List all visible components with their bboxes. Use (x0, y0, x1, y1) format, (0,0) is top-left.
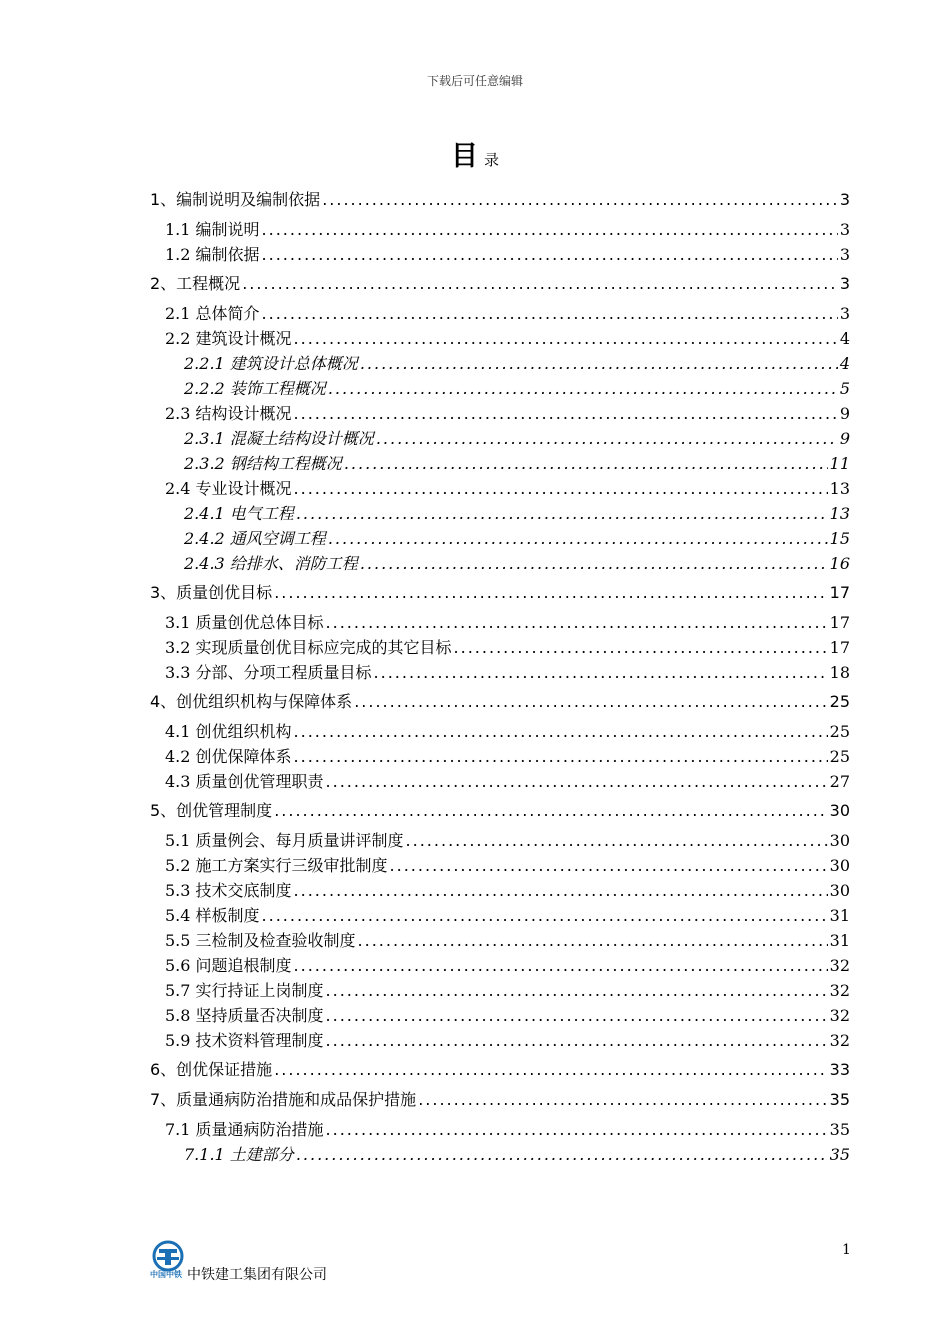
toc-entry-label: 4.3 质量创优管理职责 (165, 772, 324, 791)
toc-entry-label: 5.5 三检制及检查验收制度 (165, 931, 356, 950)
toc-title-main: 目 (450, 141, 478, 172)
toc-entry[interactable] (150, 426, 850, 451)
toc-entry-label: 5.3 技术交底制度 (165, 881, 292, 900)
toc-dot-leader (358, 928, 828, 953)
toc-entry-label: 2.4.2 通风空调工程 (184, 529, 326, 548)
company-name: 中铁建工集团有限公司 (187, 1267, 327, 1283)
toc-entry-label: 7、质量通病防治措施和成品保护措施 (150, 1090, 417, 1109)
toc-entry[interactable] (150, 878, 850, 903)
toc-entry-label: 2.2.2 装饰工程概况 (184, 379, 326, 398)
toc-entry-label: 4.1 创优组织机构 (165, 722, 292, 741)
toc-entry-page: 31 (829, 931, 850, 950)
toc-entry[interactable] (150, 853, 850, 878)
toc-dot-leader (406, 828, 828, 853)
toc-entry-label: 1、编制说明及编制依据 (150, 190, 321, 209)
toc-entry[interactable] (150, 187, 850, 213)
toc-dot-leader (418, 1087, 827, 1112)
toc-entry[interactable] (150, 326, 850, 351)
toc-dot-leader (294, 953, 828, 978)
toc-entry-label: 2、工程概况 (150, 274, 241, 293)
toc-dot-leader (326, 1117, 828, 1142)
toc-dot-leader (326, 1003, 828, 1028)
toc-dot-leader (262, 242, 838, 267)
toc-entry-page: 30 (829, 831, 850, 850)
toc-entry-label: 1.1 编制说明 (165, 220, 260, 239)
toc-dot-leader (454, 635, 828, 660)
toc-entry-page: 3 (839, 190, 850, 209)
toc-entry-page: 31 (829, 906, 850, 925)
toc-entry[interactable] (150, 376, 850, 401)
toc-entry-page: 4 (839, 354, 850, 373)
footer (150, 1240, 410, 1282)
toc-entry-label: 5.2 施工方案实行三级审批制度 (165, 856, 388, 875)
toc-dot-leader (296, 1142, 828, 1167)
toc-entry-page: 32 (829, 1031, 850, 1050)
toc-entry-label: 5.4 样板制度 (165, 906, 260, 925)
toc-dot-leader (262, 217, 838, 242)
toc-dot-leader (354, 689, 827, 714)
toc-entry-page: 27 (829, 772, 850, 791)
toc-entry-label: 3、质量创优目标 (150, 583, 273, 602)
header-note: 下载后可任意编辑 (426, 74, 523, 88)
toc-entry-page: 25 (829, 722, 850, 741)
toc-entry-page: 35 (829, 1090, 850, 1109)
toc-entry-page: 15 (829, 529, 850, 548)
toc-entry-page: 32 (829, 981, 850, 1000)
toc-entry[interactable] (150, 903, 850, 928)
toc-dot-leader (326, 978, 828, 1003)
toc-dot-leader (262, 903, 828, 928)
toc-dot-leader (274, 580, 827, 605)
toc-entry[interactable] (150, 1057, 850, 1083)
toc-entry-page: 5 (839, 379, 850, 398)
toc-entry[interactable] (150, 526, 850, 551)
toc-entry-label: 3.3 分部、分项工程质量目标 (165, 663, 372, 682)
toc-entry-label: 5.9 技术资料管理制度 (165, 1031, 324, 1050)
toc-entry-page: 33 (829, 1060, 850, 1079)
toc-dot-leader (294, 878, 828, 903)
toc-entry-label: 4.2 创优保障体系 (165, 747, 292, 766)
toc-entry-page: 9 (839, 429, 850, 448)
toc-dot-leader (294, 326, 838, 351)
logo-text: 中国中铁 (150, 1270, 182, 1279)
toc-dot-leader (326, 1028, 828, 1053)
toc-entry-page: 17 (829, 583, 850, 602)
toc-entry-page: 4 (839, 329, 850, 348)
toc-entry[interactable] (150, 301, 850, 326)
toc-dot-leader (294, 744, 828, 769)
toc-entry-label: 5.8 坚持质量否决制度 (165, 1006, 324, 1025)
toc-entry[interactable] (150, 744, 850, 769)
toc-entry-label: 2.4.1 电气工程 (184, 504, 294, 523)
table-of-contents (150, 183, 850, 1167)
toc-entry-label: 5.7 实行持证上岗制度 (165, 981, 324, 1000)
toc-entry-page: 25 (829, 747, 850, 766)
toc-entry[interactable] (150, 1003, 850, 1028)
toc-entry-page: 32 (829, 956, 850, 975)
toc-entry-label: 6、创优保证措施 (150, 1060, 273, 1079)
toc-entry-label: 4、创优组织机构与保障体系 (150, 692, 353, 711)
toc-dot-leader (360, 551, 828, 576)
toc-dot-leader (322, 187, 838, 212)
toc-dot-leader (274, 798, 827, 823)
toc-dot-leader (294, 719, 828, 744)
toc-dot-leader (344, 451, 828, 476)
toc-dot-leader (374, 660, 828, 685)
toc-entry[interactable] (150, 580, 850, 606)
toc-dot-leader (326, 769, 828, 794)
toc-entry-page: 9 (839, 404, 850, 423)
toc-entry[interactable] (150, 351, 850, 376)
toc-entry-label: 7.1.1 土建部分 (184, 1145, 294, 1164)
toc-entry[interactable] (150, 451, 850, 476)
toc-entry[interactable] (150, 798, 850, 824)
toc-dot-leader (294, 476, 828, 501)
toc-entry[interactable] (150, 242, 850, 267)
toc-entry[interactable] (150, 635, 850, 660)
toc-entry-page: 18 (829, 663, 850, 682)
toc-title-second: 录 (483, 151, 499, 169)
toc-entry[interactable] (150, 660, 850, 685)
toc-entry-page: 35 (829, 1120, 850, 1139)
toc-entry-label: 3.1 质量创优总体目标 (165, 613, 324, 632)
toc-entry-page: 11 (829, 454, 850, 473)
toc-entry[interactable] (150, 689, 850, 715)
toc-entry[interactable] (150, 828, 850, 853)
toc-entry-page: 32 (829, 1006, 850, 1025)
toc-dot-leader (262, 301, 838, 326)
toc-entry[interactable] (150, 501, 850, 526)
toc-entry-page: 3 (839, 274, 850, 293)
toc-entry[interactable] (150, 1028, 850, 1053)
toc-dot-leader (328, 376, 838, 401)
toc-dot-leader (242, 271, 838, 296)
toc-entry-label: 2.2.1 建筑设计总体概况 (184, 354, 358, 373)
toc-entry[interactable] (150, 719, 850, 744)
toc-entry-page: 3 (839, 245, 850, 264)
toc-entry-label: 2.4 专业设计概况 (165, 479, 292, 498)
toc-entry-label: 5.6 问题追根制度 (165, 956, 292, 975)
toc-dot-leader (296, 501, 828, 526)
toc-entry-label: 2.2 建筑设计概况 (165, 329, 292, 348)
toc-entry[interactable] (150, 610, 850, 635)
toc-dot-leader (274, 1057, 827, 1082)
toc-entry[interactable] (150, 769, 850, 794)
toc-entry-page: 30 (829, 881, 850, 900)
toc-entry[interactable] (150, 1117, 850, 1142)
toc-entry[interactable] (150, 401, 850, 426)
toc-entry[interactable] (150, 271, 850, 297)
toc-entry-label: 2.3 结构设计概况 (165, 404, 292, 423)
toc-entry[interactable] (150, 1142, 850, 1167)
toc-entry-page: 3 (839, 220, 850, 239)
toc-entry-label: 7.1 质量通病防治措施 (165, 1120, 324, 1139)
toc-entry[interactable] (150, 928, 850, 953)
toc-entry-page: 13 (829, 504, 850, 523)
toc-entry-page: 17 (829, 638, 850, 657)
toc-entry-label: 5、创优管理制度 (150, 801, 273, 820)
toc-entry-page: 30 (829, 801, 850, 820)
toc-dot-leader (328, 526, 828, 551)
toc-entry[interactable] (150, 1087, 850, 1113)
toc-entry-page: 17 (829, 613, 850, 632)
toc-entry-page: 13 (829, 479, 850, 498)
toc-dot-leader (376, 426, 838, 451)
toc-title (0, 134, 950, 173)
toc-entry[interactable] (150, 217, 850, 242)
toc-entry[interactable] (150, 953, 850, 978)
toc-entry-page: 16 (829, 554, 850, 573)
toc-entry[interactable] (150, 551, 850, 576)
toc-dot-leader (390, 853, 828, 878)
toc-entry[interactable] (150, 978, 850, 1003)
toc-entry-label: 3.2 实现质量创优目标应完成的其它目标 (165, 638, 452, 657)
toc-entry-page: 3 (839, 304, 850, 323)
toc-dot-leader (326, 610, 828, 635)
page-number: 1 (842, 1242, 851, 1258)
toc-entry-label: 2.4.3 给排水、消防工程 (184, 554, 358, 573)
toc-entry-page: 35 (829, 1145, 850, 1164)
toc-dot-leader (294, 401, 838, 426)
toc-entry-page: 30 (829, 856, 850, 875)
toc-entry-label: 2.1 总体简介 (165, 304, 260, 323)
toc-entry[interactable] (150, 476, 850, 501)
toc-entry-label: 5.1 质量例会、每月质量讲评制度 (165, 831, 404, 850)
toc-entry-label: 1.2 编制依据 (165, 245, 260, 264)
toc-entry-label: 2.3.1 混凝土结构设计概况 (184, 429, 374, 448)
toc-entry-label: 2.3.2 钢结构工程概况 (184, 454, 342, 473)
toc-dot-leader (360, 351, 838, 376)
toc-entry-page: 25 (829, 692, 850, 711)
